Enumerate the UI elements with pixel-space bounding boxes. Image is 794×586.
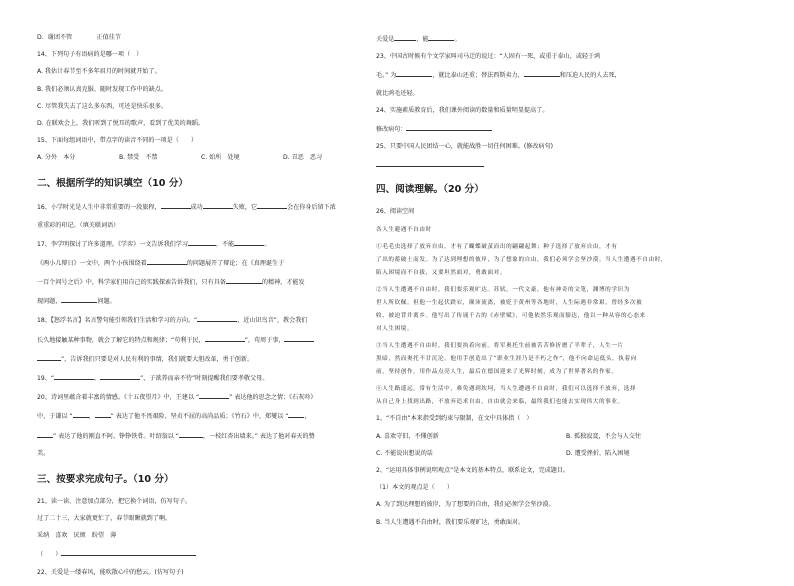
passage-paragraph-2: ②当人生遭遇不自由时，我们要乐观旷达。苏轼，一代文豪，他有神奇的文笔，渊博的学识为 世人所钦佩。但他一生起伏跌宕，颠沛流离，被贬于黄州等各地时，人生际遇非常艰，曾经多次被 收、被迫背井离乡。他写出了传诵千古的《赤壁赋》，可他依然乐观而豁达，他以一种从容的心态来 对人生困境。 xyxy=(376,286,646,332)
blank[interactable] xyxy=(428,34,454,41)
answer-line[interactable] xyxy=(376,160,484,167)
q1-option-d: D. 遭受挫折，陷入困境 xyxy=(566,449,630,457)
q19-line: 19、“ ， ”，子欲养而亲不待”时刻提醒我们要孝敬父母。 xyxy=(37,375,269,382)
q20-line-1: 20、诗词里蕴含着丰富的情感。《十五夜望月》中，王建以 “ ” 表达他的思念之情；《石灰吟》 xyxy=(37,394,317,402)
q16-line-2: 重重彩的印记。（填关联词语） xyxy=(37,221,120,229)
blank[interactable] xyxy=(205,335,245,342)
q23-line-3: 就比鸿毛还轻。 xyxy=(376,89,419,97)
q25-line: 25、只要中国人民团结一心，就能战胜一切任何困难。(修改病句) xyxy=(376,143,554,151)
q21-word-bank: 采纳 喜欢 厌烦 盼望 薄 xyxy=(37,532,117,540)
q14-option-b: B. 我们必须认真克服、随时发现工作中的缺点。 xyxy=(37,85,167,93)
q2-option-b: B. 当人生遭遇不自由时，我们要乐观旷达，勇敢面对。 xyxy=(376,518,525,526)
blank[interactable] xyxy=(179,431,203,438)
blank[interactable] xyxy=(199,392,229,399)
q17-line-4: 现问题， 问题。 xyxy=(37,298,116,306)
section-4-heading: 四、阅读理解。（20 分） xyxy=(376,184,484,196)
q24-line-2: 修改病句： xyxy=(376,124,760,134)
q17-line-2: 《两小儿辩日》一文中，两个小孩围绕着 的问题展开了辩论；在《真理诞生于 xyxy=(37,259,285,267)
blank[interactable] xyxy=(396,70,432,77)
q1-option-c: C. 不能说出想说的话 xyxy=(376,449,433,457)
blank[interactable] xyxy=(61,296,97,303)
q15-stem: 15、下面每组词语中，带点字的读音不同的一项是（ ） xyxy=(37,137,198,145)
answer-line[interactable] xyxy=(406,124,492,131)
blank[interactable] xyxy=(188,239,216,246)
q1-options-row-2 xyxy=(376,450,760,458)
passage-paragraph-1: ①毛毛虫选择了放弃自由，才有了蝴蝶破茧而出的翩翩起舞；种子选择了放弃自由，才有 了出的蓄破土而发。为了达到理想的彼岸，为了想象的自由，我们必须学会坚沙漠。当人生遭遇不自由时， 陷入困境而不自拔，又要坦然面对，勇敢面对。 xyxy=(376,243,668,276)
q23-line-1: 23、中国古时候有个文学家叫司马迁的说过：“人固有一死，或重于泰山，或轻于鸿 xyxy=(376,53,601,61)
q21-answer: （ ） xyxy=(37,549,362,559)
q15-option-b: B. 禁受 不禁 xyxy=(119,154,158,162)
q14-option-d: D. 在联欢会上，我们听到了悦耳的歌声，看到了优美的舞蹈。 xyxy=(37,119,205,127)
q2-stem: 2、“运用具体事例说明观点”是本文的基本特点，联系论文，完成题目。 xyxy=(376,467,570,474)
right-column xyxy=(376,34,760,536)
q14-stem: 14、下列句子有语病的是哪一项（ ） xyxy=(37,51,143,59)
blank[interactable] xyxy=(203,202,233,209)
q20-line-4: 美。 xyxy=(37,449,50,457)
blank[interactable] xyxy=(73,411,89,418)
q21-line-1: 21、读一读，注意加点部分，把它换个词语，仿写句子。 xyxy=(37,497,192,505)
q2-sub: （1）本文的观点是（ ） xyxy=(376,484,454,492)
blank[interactable] xyxy=(95,411,111,418)
blank[interactable] xyxy=(54,373,94,380)
q15-option-d: D. 丑恶 恶习 xyxy=(283,154,323,162)
section-3-heading: 三、按要求完成句子。（10 分） xyxy=(37,473,174,485)
q15-option-a: A. 分外 本分 xyxy=(37,154,76,162)
blank[interactable] xyxy=(257,202,287,209)
passage-paragraph-3: ③当人生遭遇不自由时，我们要执着向前。将军奥托生前被苦苦修折磨了半辈子，人生一片 黑暗，然而奥托不甘沉沦。他用手创造出了“职业生涯乃是不朽之作”，他不向命运低头，执着向 前，坚持创作，用作品点亮人生，最后在德国迎来了光辉时刻，成为了世界著名的作家。 xyxy=(376,343,637,376)
q13-option-d: D．谢团不管 正值佳节 xyxy=(37,34,121,41)
q23-line-2: 毛。” 为 ，就比泰山还重；替法西斯卖力， 和压迫人民的人去死， xyxy=(376,72,621,80)
passage-paragraph-4: ④人生路遥远，常有生活中，难免遇到坎坷，当人生遭遇不自由时，我们可以选择不放弃，选择 从自己身上找到出路，不放弃追求自由，自由就会来临，最终我们也能去实现伟大的事业。 xyxy=(376,386,637,406)
q21-line-2: 过了二十三，大家就更忙了，春节眼瞅就到了啊。 xyxy=(37,514,172,522)
section-2-heading: 二、根据所学的知识填空（10 分） xyxy=(37,178,189,190)
q1-stem: 1、“不自由”本来指受到约束与限制，在文中具体指（ ） xyxy=(376,415,533,423)
blank[interactable] xyxy=(197,315,237,322)
answer-line[interactable] xyxy=(61,549,196,556)
blank[interactable] xyxy=(37,431,53,438)
q20-line-3: ” 表达了他的刚直不阿、铮铮铁骨。叶绍翁以 “ ，一枝红杏出墙来。” 表达了他对春天的赞 xyxy=(37,431,362,441)
q24-line-1: 24、实施素质教育后，我们课外阅读的数量和质量明显提高了。 xyxy=(376,106,549,114)
q14-option-c: C. 尽管我失去了这么多东西，可还是快乐很多。 xyxy=(37,102,168,110)
q1-option-b: B. 孤独寂寞，不会与人交往 xyxy=(566,432,642,440)
left-column xyxy=(37,34,362,586)
q1-options-row-1 xyxy=(376,433,760,441)
q18-line-3: ”，告诉我们只要是对人民有利的事情，我们就要大胆改革，勇于创新。 xyxy=(37,354,362,364)
blank[interactable] xyxy=(288,411,304,418)
q14-option-a: A. 我估计春节至不多年眉月的时间就开始了。 xyxy=(37,68,161,76)
blank[interactable] xyxy=(100,373,140,380)
q16-line-1: 16、小学时光是人生中非常重要的一段旅程， 成功 失败，它 会在你身后留下浓 xyxy=(37,204,336,212)
q17-line-1: 17、李学明探讨了许多道理。《学弈》一文告诉我们学习 ，不能 。 xyxy=(37,240,271,248)
blank[interactable] xyxy=(524,70,560,77)
passage-title: 各人生避遇不自由时 xyxy=(376,226,432,233)
q18-line-2: 长久地接触某种事物，就会了解它的特点和规律；“苟利于民， ”，苟周于事， xyxy=(37,335,362,345)
blank[interactable] xyxy=(161,202,191,209)
q15-options xyxy=(37,154,362,162)
q17-line-3: 一百个问号之后》中，科学家们用自己的实践探索告诉我们，只有具备 的精神，才能发 xyxy=(37,279,305,287)
q15-option-c: C. 始所 处境 xyxy=(201,154,240,162)
blank[interactable] xyxy=(284,335,314,342)
q2-option-a: A. 为了到达理想的彼岸，为了想要的自由，我们必须学会坚沙漠。 xyxy=(376,501,555,509)
q1-option-a: A. 喜欢守旧，不懂创新 xyxy=(376,432,439,440)
q22-line: 22、关爱是一缕春风，能吹散心中的愁云。(仿写句子) xyxy=(37,568,184,576)
blank[interactable] xyxy=(234,239,264,246)
blank[interactable] xyxy=(37,354,61,361)
blank[interactable] xyxy=(226,277,262,284)
q26-label: 26、阅读空间 xyxy=(376,208,415,216)
q18-line-1: 18、【怒浮名言】名言警句能引领我们生活和学习的方向。“ ，近山识鸟音”，教会我们 xyxy=(37,317,308,325)
q22-continuation: 关爱是 ，能 。 xyxy=(376,36,461,43)
blank[interactable] xyxy=(394,34,416,41)
q20-line-2: 中，于谦以 “ ， ” 表达了他不畏艰险、坚贞不屈的高尚品质；《竹石》中，郑燮以 “ ， xyxy=(37,413,311,421)
blank[interactable] xyxy=(147,258,187,265)
